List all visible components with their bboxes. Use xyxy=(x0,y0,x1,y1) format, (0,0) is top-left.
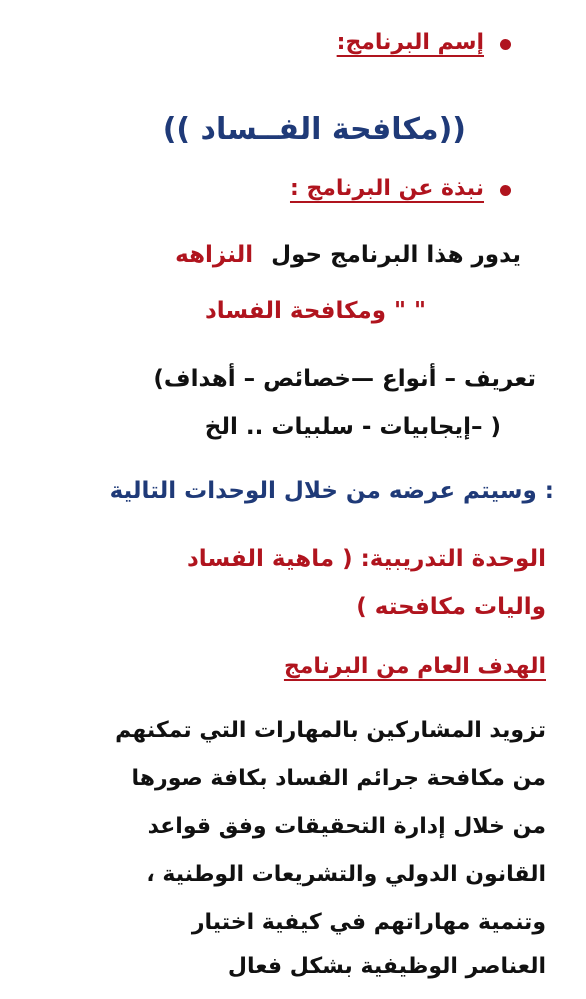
units-intro: : وسيتم عرضه من خلال الوحدات التالية xyxy=(109,478,554,504)
overview-highlight: النزاهه xyxy=(175,242,254,268)
goal-line: تزويد المشاركين بالمهارات التي تمكنهم xyxy=(115,718,546,743)
training-unit-line-2: واليات مكافحته ) xyxy=(356,594,546,620)
topics-line-2: ( –إيجابيات - سلبيات .. الخ xyxy=(204,414,501,440)
goal-line: العناصر الوظيفية بشكل فعال xyxy=(227,954,546,979)
overview-heading-text: نبذة عن البرنامج : xyxy=(289,176,484,201)
program-name-heading xyxy=(337,30,511,55)
overview-line-2: " " ومكافحة الفساد xyxy=(204,298,426,324)
overview-line-1 xyxy=(175,242,521,268)
goal-line: وتنمية مهاراتهم في كيفية اختيار xyxy=(191,910,546,935)
training-unit-line-1: الوحدة التدريبية: ( ماهية الفساد xyxy=(187,546,546,572)
bullet-icon xyxy=(500,39,511,50)
goal-line: القانون الدولي والتشريعات الوطنية ، xyxy=(146,862,546,887)
bullet-icon xyxy=(500,185,511,196)
goal-line: من خلال إدارة التحقيقات وفق قواعد xyxy=(147,814,546,839)
overview-heading xyxy=(290,176,511,201)
topics-line-1: تعريف – أنواع —خصائص – أهداف) xyxy=(153,366,536,392)
overview-prefix: يدور هذا البرنامج حول xyxy=(271,242,521,268)
general-goal-heading: الهدف العام من البرنامج xyxy=(283,654,546,679)
goal-line: من مكافحة جرائم الفساد بكافة صورها xyxy=(131,766,546,791)
program-name-heading-text: إسم البرنامج: xyxy=(336,30,484,55)
program-title: ((مكافحة الفــساد )) xyxy=(162,112,466,147)
